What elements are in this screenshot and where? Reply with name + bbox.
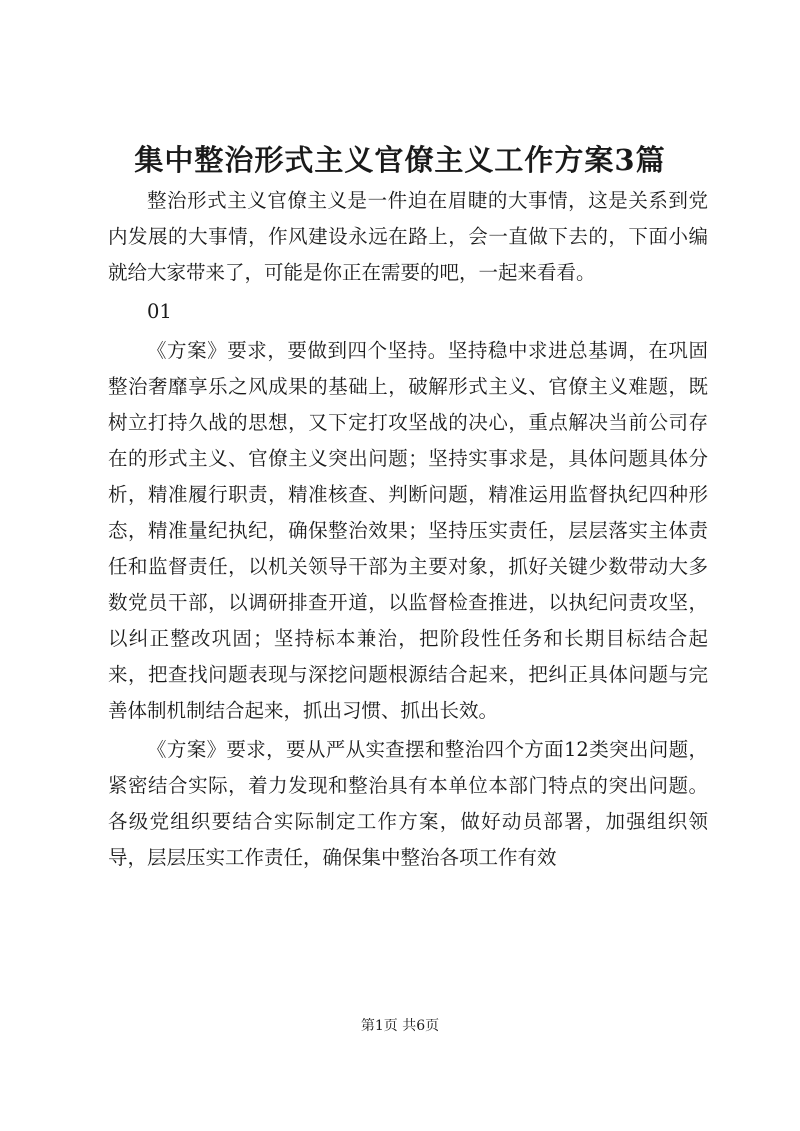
document-body <box>108 183 708 876</box>
intro-paragraph: 整治形式主义官僚主义是一件迫在眉睫的大事情，这是关系到党内发展的大事情，作风建设永远在路上，会一直做下去的，下面小编就给大家带来了，可能是你正在需要的吧，一起来看看。 <box>108 189 708 284</box>
page-footer: 第1页 共6页 <box>360 1018 440 1034</box>
section-number: 01 <box>147 300 172 323</box>
body-paragraph: 《方案》要求，要做到四个坚持。坚持稳中求进总基调，在巩固整治奢靡享乐之风成果的基础上，破解形式主义、官僚主义难题，既树立打持久战的思想，又下定打攻坚战的决心，重点解决当前公司存在的形式主义、官僚主义突出问题；坚持实事求是，具体问题具体分析，精准履行职责，精准核查、判断问题，精准运用监督执纪四种形态，精准量纪执纪，确保整治效果；坚持压实责任，层层落实主体责任和监督责任，以机关领导干部为主要对象，抓好关键少数带动大多数党员干部，以调研排查开道，以监督检查推进，以执纪问责攻坚，以纠正整改巩固；坚持标本兼治，把阶段性任务和长期目标结合起来，把查找问题表现与深挖问题根源结合起来，把纠正具体问题与完善体制机制结合起来，抓出习惯、抓出长效。 <box>108 339 708 722</box>
body-paragraph: 《方案》要求，要从严从实查摆和整治四个方面12类突出问题，紧密结合实际，着力发现和整治具有本单位本部门特点的突出问题。各级党组织要结合实际制定工作方案，做好动员部署，加强组织领导，层层压实工作责任，确保集中整治各项工作有效 <box>108 738 708 869</box>
document-title: 集中整治形式主义官僚主义工作方案3篇 <box>134 143 666 177</box>
